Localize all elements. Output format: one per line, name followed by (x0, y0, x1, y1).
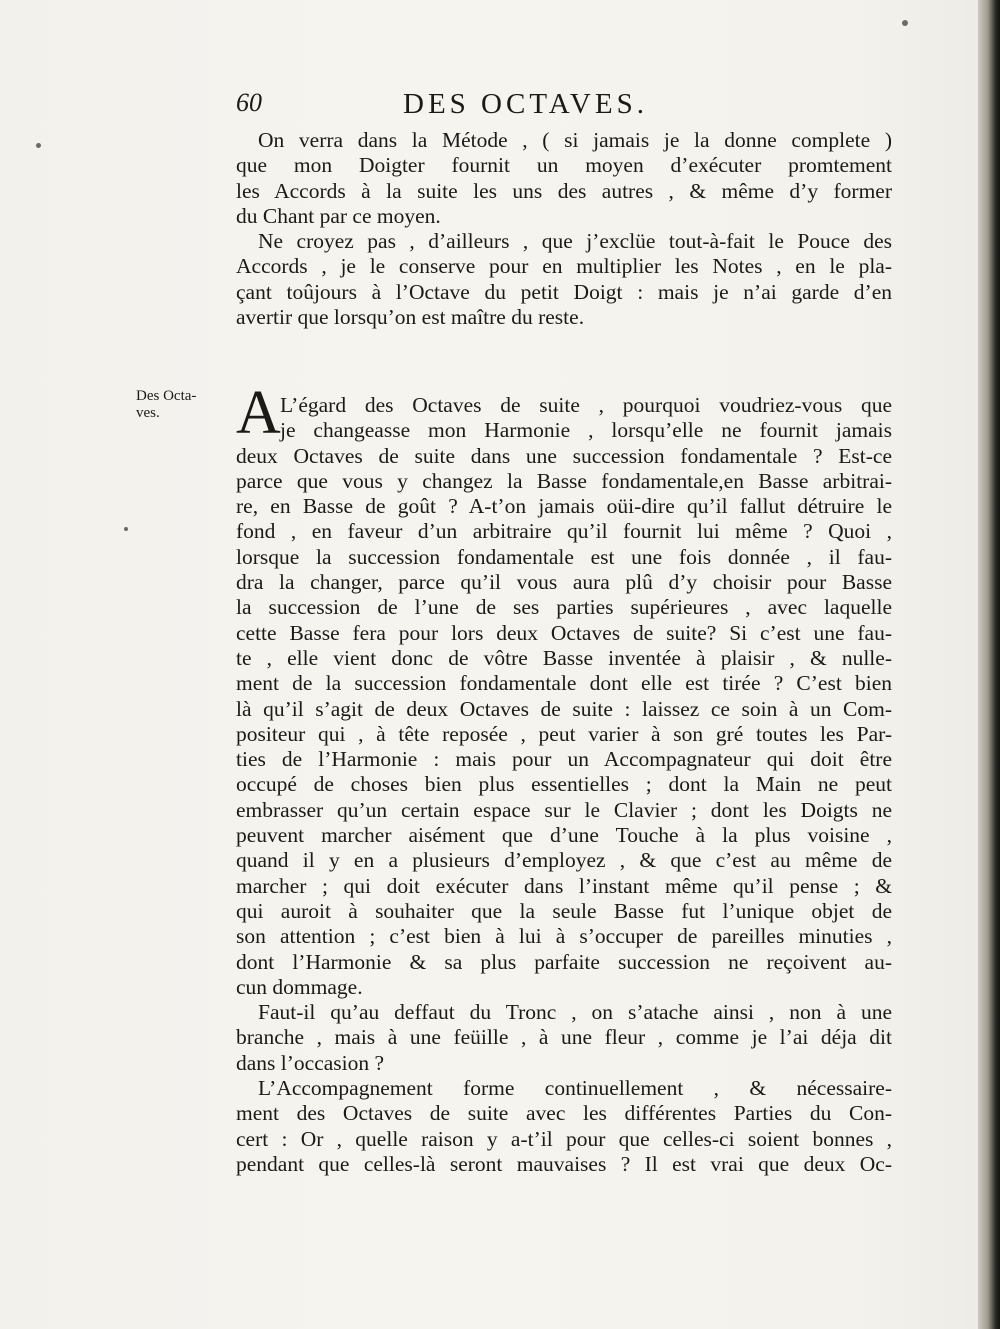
text-line: du Chant par ce moyen. (236, 203, 441, 228)
text-line: branche , mais à une feüille , à une fleur , comme je l’ai déja dit (236, 1025, 892, 1050)
text-line: L’Accompagnement forme continuellement , & nécessaire- (258, 1076, 892, 1101)
text-line: peuvent marcher aisément que d’une Touche à la plus voisine , (236, 823, 892, 848)
text-line: ment des Octaves de suite avec les différentes Parties du Con- (236, 1101, 892, 1126)
text-line: Ne croyez pas , d’ailleurs , que j’exclüe tout-à-fait le Pouce des (258, 229, 892, 254)
text-line: pendant que celles-là seront mauvaises ? Il est vrai que deux Oc- (236, 1151, 892, 1176)
book-spine-shadow (978, 0, 1000, 1329)
text-line: occupé de choses bien plus essentielles ; dont la Main ne peut (236, 772, 892, 797)
text-line: dont l’Harmonie & sa plus parfaite succession ne reçoivent au- (236, 949, 892, 974)
text-line: je changeasse mon Harmonie , lorsqu’elle ne fournit jamais (280, 418, 892, 443)
text-line: là qu’il s’agit de deux Octaves de suite : laissez ce soin à un Com- (236, 696, 892, 721)
text-line: cette Basse fera pour lors deux Octaves de suite? Si c’est une fau- (236, 620, 892, 645)
text-line: qui auroit à souhaiter que la seule Basse fut l’unique objet de (236, 898, 892, 923)
text-line: ment de la succession fondamentale dont elle est tirée ? C’est bien (236, 671, 892, 696)
text-line: que mon Doigter fournit un moyen d’exécuter promtement (236, 153, 892, 178)
text-line: positeur qui , à tête reposée , peut varier à son gré toutes les Par- (236, 721, 892, 746)
text-line: fond , en faveur d’un arbitraire qu’il fournit lui même ? Quoi , (236, 519, 892, 544)
text-line: re, en Basse de goût ? A-t’on jamais oüi-dire qu’il fallut détruire le (236, 494, 892, 519)
text-line: deux Octaves de suite dans une succession fondamentale ? Est-ce (236, 443, 892, 468)
text-line: les Accords à la suite les uns des autres , & même d’y former (236, 178, 892, 203)
paragraph-block-octaves (236, 393, 892, 1177)
text-line: L’égard des Octaves de suite , pourquoi voudriez-vous que (280, 393, 892, 417)
text-line: dans l’occasion ? (236, 1050, 385, 1075)
running-head-title: DES OCTAVES. (403, 88, 648, 120)
text-line: cert : Or , quelle raison y a-t’il pour que celles-ci soient bonnes , (236, 1126, 892, 1151)
text-line: marcher ; qui doit exécuter dans l’instant même qu’il pense ; & (236, 873, 892, 898)
ink-speck (36, 143, 41, 148)
text-line: quand il y en a plusieurs d’employez , & que c’est au même de (236, 848, 892, 873)
text-line: cun dommage. (236, 974, 363, 999)
margin-note-line: ves. (136, 405, 160, 421)
text-line: çant toûjours à l’Octave du petit Doigt : mais je n’ai garde d’en (236, 279, 892, 304)
page-number: 60 (236, 88, 262, 117)
ink-speck (902, 20, 908, 26)
text-line: Accords , je le conserve pour en multiplier les Notes , en le pla- (236, 254, 892, 279)
text-line: son attention ; c’est bien à lui à s’occuper de pareilles minuties , (236, 924, 892, 949)
text-line: avertir que lorsqu’on est maître du reste. (236, 305, 585, 330)
text-line: lorsque la succession fondamentale est une fois donnée , il fau- (236, 544, 892, 569)
text-line: ties de l’Harmonie : mais pour un Accompagnateur qui doit être (236, 747, 892, 772)
paragraph-block-top (236, 128, 892, 330)
text-line: dra la changer, parce qu’il vous aura plû d’y choisir pour Basse (236, 570, 892, 595)
text-line: On verra dans la Métode , ( si jamais je la donne complete ) (258, 128, 892, 152)
text-line: embrasser qu’un certain espace sur le Clavier ; dont les Doigts ne (236, 797, 892, 822)
margin-note (136, 388, 226, 422)
text-line: te , elle vient donc de vôtre Basse inventée à plaisir , & nulle- (236, 645, 892, 670)
margin-note-line: Des Octa- (136, 388, 197, 404)
text-line: la succession de l’une de ses parties supérieures , avec laquelle (236, 595, 892, 620)
drop-capital: A (236, 379, 281, 447)
ink-speck (124, 527, 128, 531)
running-head (228, 88, 718, 128)
text-line: parce que vous y changez la Basse fondamentale,en Basse arbitrai- (236, 468, 892, 493)
text-line: Faut-il qu’au deffaut du Tronc , on s’atache ainsi , non à une (258, 1000, 892, 1025)
